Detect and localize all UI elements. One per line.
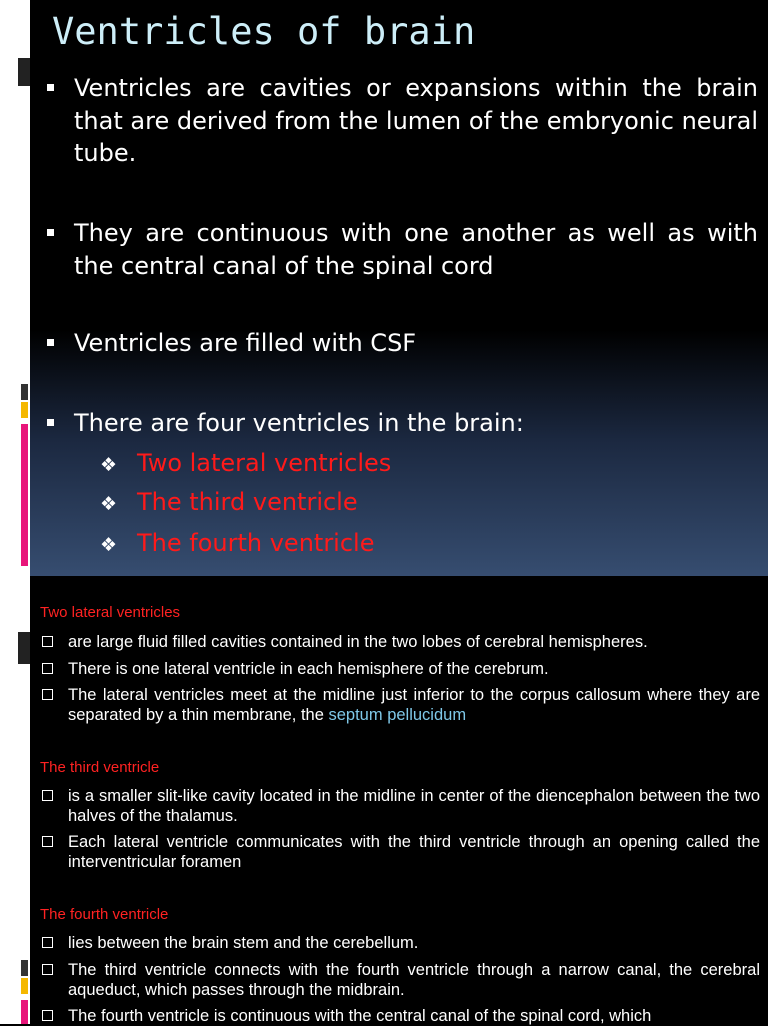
sub-item-text: Two lateral ventricles [137, 449, 392, 477]
bullet-text: Ventricles are cavities or expansions within the brain that are derived from the lumen of the embryonic neural tube. [74, 74, 758, 167]
sub-list-item [100, 528, 374, 560]
sub-list-item [100, 487, 358, 519]
deco-yellow-bar [21, 402, 28, 418]
sub-item-text: The fourth ventricle [137, 529, 375, 557]
bullet-text: There are four ventricles in the brain: [74, 409, 524, 437]
bullet-text: Ventricles are filled with CSF [74, 329, 417, 357]
square-bullet-icon [47, 339, 54, 346]
bullet-item [44, 217, 758, 282]
section-heading: Two lateral ventricles [40, 604, 181, 621]
item-text: is a smaller slit-like cavity located in the midline in center of the diencephalon between the two halves of the thalamus. [68, 787, 760, 825]
deco-dark-bar [21, 384, 28, 400]
sub-list-item [100, 448, 391, 480]
diamond-bullet-icon: ❖ [100, 493, 118, 515]
checkbox-list-item [40, 960, 760, 1000]
checkbox-icon [42, 937, 53, 948]
checkbox-list-item [40, 933, 760, 953]
diamond-bullet-icon: ❖ [100, 454, 118, 476]
diamond-bullet-icon: ❖ [100, 534, 118, 556]
checkbox-list-item [40, 659, 760, 679]
item-text: are large fluid filled cavities contained in the two lobes of cerebral hemispheres. [68, 633, 648, 651]
checkbox-list-item [40, 832, 760, 872]
item-text: lies between the brain stem and the cerebellum. [68, 934, 419, 952]
slide-marker [18, 632, 30, 664]
highlight-term: septum pellucidum [328, 706, 467, 724]
slide-title: Ventricles of brain [52, 10, 476, 53]
checkbox-list-item [40, 685, 760, 725]
slide-marker [18, 58, 30, 86]
item-text: The third ventricle connects with the fourth ventricle through a narrow canal, the cerebral aqueduct, which passes through the midbrain. [68, 961, 760, 999]
square-bullet-icon [47, 84, 54, 91]
checkbox-icon [42, 663, 53, 674]
item-text: Each lateral ventricle communicates with the third ventricle through an opening called the interventricular foramen [68, 833, 760, 871]
deco-yellow-bar [21, 978, 28, 994]
checkbox-icon [42, 1010, 53, 1021]
item-text: The fourth ventricle is continuous with the central canal of the spinal cord, which [68, 1007, 652, 1025]
checkbox-icon [42, 790, 53, 801]
checkbox-list-item [40, 1006, 760, 1026]
checkbox-icon [42, 689, 53, 700]
section-heading: The third ventricle [40, 759, 160, 776]
bullet-item [44, 327, 758, 360]
square-bullet-icon [47, 229, 54, 236]
bullet-item [44, 407, 758, 440]
sub-item-text: The third ventricle [137, 488, 358, 516]
checkbox-icon [42, 636, 53, 647]
section-heading: The fourth ventricle [40, 906, 169, 923]
deco-pink-bar [21, 424, 28, 566]
checkbox-icon [42, 836, 53, 847]
checkbox-list-item [40, 786, 760, 826]
deco-dark-bar [21, 960, 28, 976]
checkbox-list-item [40, 632, 760, 652]
item-text [68, 685, 760, 725]
deco-pink-bar [21, 1000, 28, 1024]
checkbox-icon [42, 964, 53, 975]
square-bullet-icon [47, 419, 54, 426]
item-text-part: The lateral ventricles meet at the midline just inferior to the corpus callosum where they are separated by a thin membrane, the [68, 686, 760, 724]
item-text: There is one lateral ventricle in each hemisphere of the cerebrum. [68, 660, 549, 678]
bullet-item [44, 72, 758, 170]
bullet-text: They are continuous with one another as well as with the central canal of the spinal cord [74, 219, 758, 280]
